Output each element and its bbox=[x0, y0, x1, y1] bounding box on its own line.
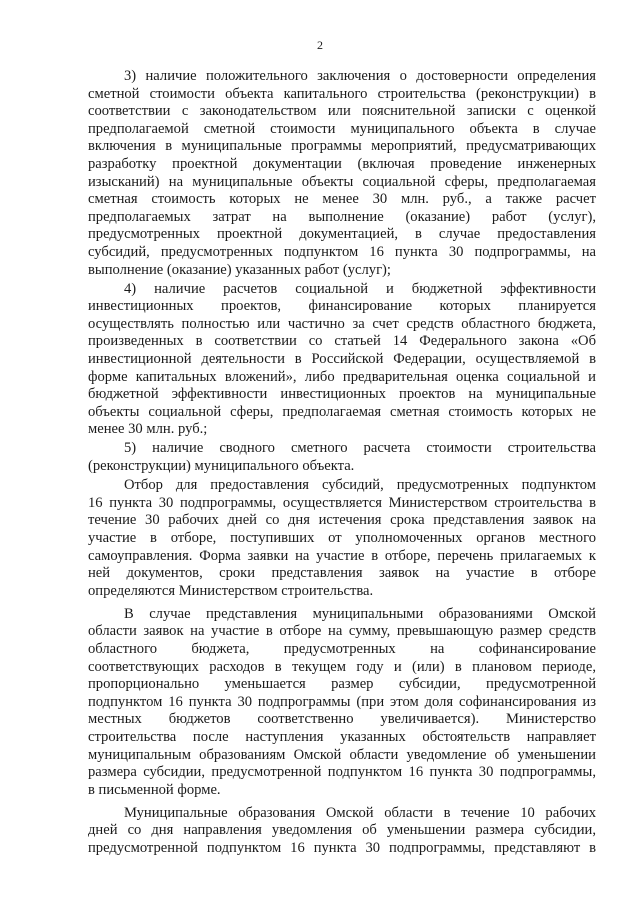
text-line: 5) наличие сводного сметного расчета стоимости строительства bbox=[124, 440, 596, 457]
text-line: (реконструкции) муниципального объекта. bbox=[88, 458, 355, 475]
paragraph-item-5 bbox=[88, 440, 596, 475]
text-line: субсидий, предусмотренных подпунктом 16 пункта 30 подпрограммы, на bbox=[88, 243, 596, 260]
text-line: строительства после наступления указанных обстоятельств направляет bbox=[88, 728, 596, 745]
document-body bbox=[88, 68, 596, 859]
text-line: местных бюджетов соответственно увеличивается). Министерство bbox=[88, 711, 596, 728]
text-line: соответствующих расходов в текущем году и (или) в плановом периоде, bbox=[88, 658, 596, 675]
text-line: менее 30 млн. руб.; bbox=[88, 421, 208, 438]
text-line: дней со дня направления уведомления об уменьшении размера субсидии, bbox=[88, 822, 596, 839]
text-line: участие в отборе, поступивших от уполномоченных органов местного bbox=[88, 529, 596, 546]
paragraph-municipal bbox=[88, 805, 596, 858]
text-line: бюджетной эффективности инвестиционных проектов на муниципальные bbox=[88, 386, 596, 403]
text-line: предполагаемых затрат на выполнение (оказание) работ (услуг), bbox=[88, 208, 596, 225]
text-line: размера субсидии, предусмотренной подпунктом 16 пункта 30 подпрограммы, bbox=[88, 764, 596, 781]
text-line: объекты социальной сферы, предполагаемая сметная стоимость которых не bbox=[88, 403, 596, 420]
text-line: инвестиционных проектов, финансирование которых планируется bbox=[88, 298, 596, 315]
text-line: предполагаемой сметной стоимости муниципального объекта в случае bbox=[88, 120, 596, 137]
text-line: соответствии с законодательством или пояснительной записки с оценкой bbox=[88, 103, 596, 120]
text-line: форме капитальных вложений», либо предварительная оценка социальной и bbox=[88, 368, 596, 385]
text-line: сметной стоимости объекта капитального строительства (реконструкции) в bbox=[88, 85, 596, 102]
text-line: подпунктом 16 пункта 30 подпрограммы (при этом доля софинансирования из bbox=[88, 693, 596, 710]
text-line: осуществлять полностью или частично за счет средств областного бюджета, bbox=[88, 315, 596, 332]
text-line: разработку проектной документации (включая проведение инженерных bbox=[88, 155, 596, 172]
text-line: В случае представления муниципальными образованиями Омской bbox=[124, 605, 596, 622]
text-line: включения в муниципальные программы мероприятий, предусматривающих bbox=[88, 138, 596, 155]
text-line: области заявок на участие в отборе на сумму, превышающую размер средств bbox=[88, 623, 596, 640]
text-line: областного бюджета, предусмотренных на софинансирование bbox=[88, 641, 596, 657]
paragraph-selection bbox=[88, 477, 596, 600]
page-number: 2 bbox=[317, 38, 323, 52]
text-line: произведенных в соответствии со статьей 14 Федерального закона «Об bbox=[88, 333, 596, 350]
text-line: в письменной форме. bbox=[88, 781, 221, 798]
text-line: 3) наличие положительного заключения о достоверности определения bbox=[124, 68, 596, 84]
text-line: выполнение (оказание) указанных работ (услуг); bbox=[88, 261, 391, 278]
paragraph-item-4 bbox=[88, 281, 596, 439]
text-line: ней документов, сроки представления заявок на участие в отборе bbox=[88, 565, 596, 582]
text-line: предусмотренной подпунктом 16 пункта 30 подпрограммы, представляют в bbox=[88, 840, 596, 857]
text-line: изысканий) на муниципальные объекты социальной сферы, предполагаемая bbox=[88, 173, 596, 190]
text-line: сметная стоимость которых не менее 30 млн. руб., а также расчет bbox=[88, 191, 596, 208]
paragraph-item-3 bbox=[88, 68, 596, 279]
text-line: муниципальным образованиям Омской области уведомление об уменьшении bbox=[88, 746, 596, 763]
text-line: 16 пункта 30 подпрограммы, осуществляется Министерством строительства в bbox=[88, 494, 596, 511]
paragraph-reduction bbox=[88, 606, 596, 800]
text-line: Муниципальные образования Омской области в течение 10 рабочих bbox=[124, 804, 596, 821]
text-line: предусмотренных проектной документацией, в случае предоставления bbox=[88, 226, 596, 243]
text-line: Отбор для предоставления субсидий, предусмотренных подпунктом bbox=[124, 477, 596, 494]
text-line: 4) наличие расчетов социальной и бюджетной эффективности bbox=[124, 280, 596, 297]
text-line: инвестиционной деятельности в Российской Федерации, осуществляемой в bbox=[88, 351, 596, 367]
text-line: пропорционально уменьшается размер субсидии, предусмотренной bbox=[88, 676, 596, 693]
text-line: определяются Министерством строительства. bbox=[88, 582, 374, 599]
text-line: самоуправления. Форма заявки на участие в отборе, перечень прилагаемых к bbox=[88, 547, 596, 564]
text-line: течение 30 рабочих дней со дня истечения срока представления заявок на bbox=[88, 512, 596, 529]
